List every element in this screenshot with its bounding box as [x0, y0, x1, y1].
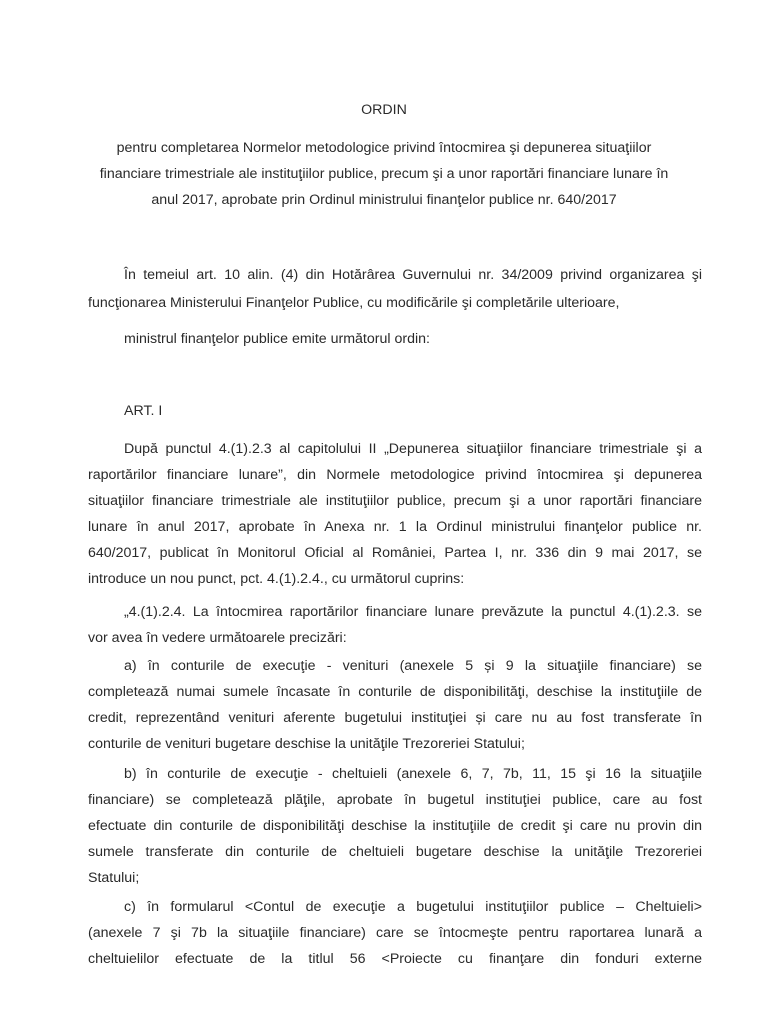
preamble-line: În temeiul art. 10 alin. (4) din Hotărârea Guvernului nr. 34/2009 privind organizarea şi — [124, 267, 702, 283]
item-b-line: financiare) se completează plăţile, aprobate în bugetul instituţiei publice, care au fost — [88, 792, 702, 808]
item-c-line: c) în formularul <Contul de execuţie a bugetului instituţiilor publice – Cheltuieli> — [124, 899, 702, 915]
point-line: vor avea în vedere următoarele precizări: — [88, 630, 347, 646]
article-line: 640/2017, publicat în Monitorul Oficial al României, Partea I, nr. 336 din 9 mai 2017, se — [88, 545, 702, 561]
item-a-line: a) în conturile de execuţie - venituri (anexele 5 și 9 la situaţiile financiare) se — [124, 658, 702, 674]
point-line: „4.(1).2.4. La întocmirea raportărilor financiare lunare prevăzute la punctul 4.(1).2.3. se — [124, 604, 702, 620]
preamble-line: funcţionarea Ministerului Finanţelor Publice, cu modificările şi completările ulterioare, — [88, 295, 620, 311]
subtitle-line: financiare trimestriale ale instituţiilor publice, precum şi a unor raportări financiare lunare în — [99, 166, 669, 182]
article-heading: ART. I — [124, 403, 163, 419]
item-b-line: sumele transferate din conturile de cheltuieli bugetare deschise la unităţile Trezoreriei — [88, 844, 702, 860]
article-line: introduce un nou punct, pct. 4.(1).2.4., cu următorul cuprins: — [88, 571, 465, 587]
item-c-line: cheltuielilor efectuate de la titlul 56 <Proiecte cu finanţare din fonduri externe — [88, 951, 702, 967]
article-line: lunare în anul 2017, aprobate în Anexa nr. 1 la Ordinul ministrului finanţelor publice nr. — [88, 519, 702, 535]
article-line: situaţiilor financiare trimestriale ale instituţiilor publice, precum şi a unor raportări financiare — [88, 493, 702, 509]
item-b-line: efectuate din conturile de disponibilităţi deschise la instituţiile de credit şi care nu provin din — [88, 818, 702, 834]
item-a-line: conturile de venituri bugetare deschise la unităţile Trezoreriei Statului; — [88, 736, 525, 752]
document-title: ORDIN — [361, 102, 407, 118]
item-b-line: Statului; — [88, 870, 140, 886]
article-line: După punctul 4.(1).2.3 al capitolului II „Depunerea situaţiilor financiare trimestriale şi a — [124, 441, 702, 457]
item-b-line: b) în conturile de execuţie - cheltuieli (anexele 6, 7, 7b, 11, 15 şi 16 la situaţiile — [124, 766, 702, 782]
item-c-line: (anexele 7 şi 7b la situaţiile financiare) care se întocmeşte pentru raportarea lunară a — [88, 925, 702, 941]
article-line: raportărilor financiare lunare”, din Normele metodologice privind întocmirea şi depunerea — [88, 467, 702, 483]
item-a-line: completează numai sumele încasate în conturile de disponibilităţi, deschise la instituţiile de — [88, 684, 702, 700]
subtitle-line: pentru completarea Normelor metodologice privind întocmirea şi depunerea situaţiilor — [116, 140, 652, 156]
emitting-line: ministrul finanţelor publice emite următorul ordin: — [124, 331, 430, 347]
subtitle-line: anul 2017, aprobate prin Ordinul ministrului finanţelor publice nr. 640/2017 — [151, 192, 617, 208]
item-a-line: credit, reprezentând venituri aferente bugetului instituţiei și care nu au fost transferate în — [88, 710, 702, 726]
